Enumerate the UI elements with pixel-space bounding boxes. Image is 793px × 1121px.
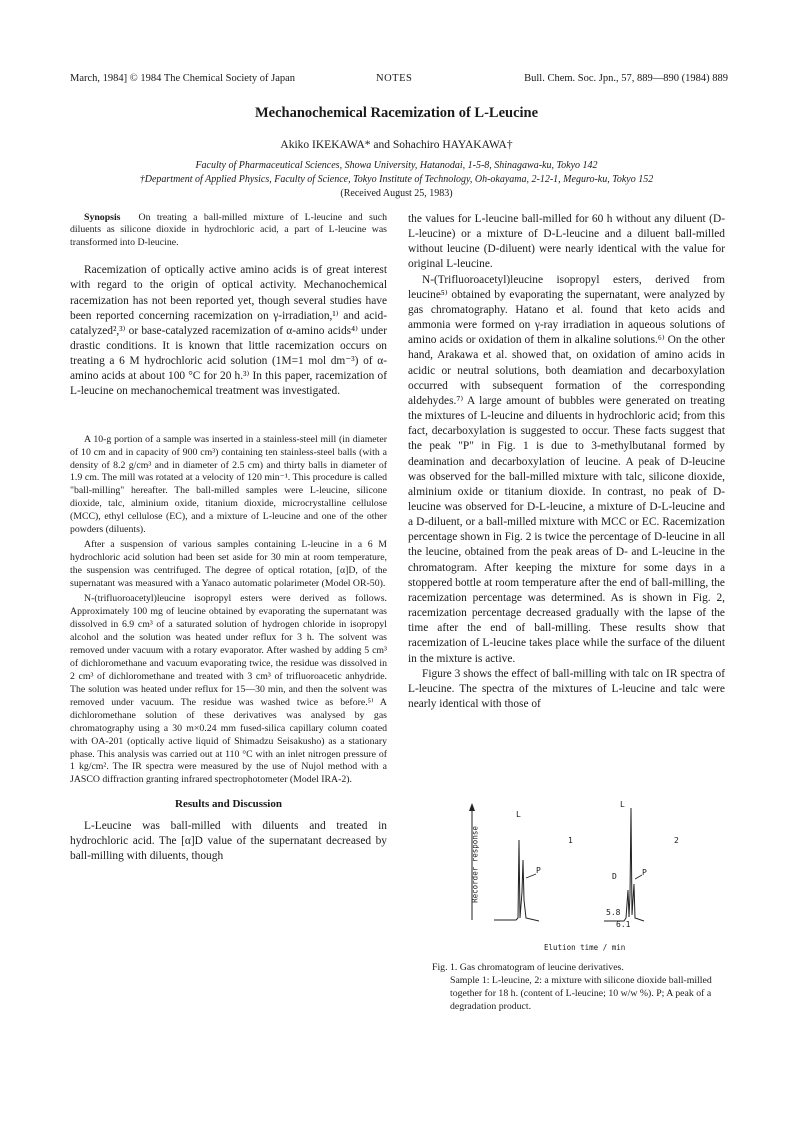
figure-1-chromatogram [464,800,724,960]
chromatogram-svg [464,800,724,960]
right-paragraph-2: N-(Trifluoroacetyl)leucine isopropyl esters, derived from leucine⁵⁾ obtained by evaporating the supernatant, were analyzed by gas chromatography. Hatano et al. found that keto acids and ammonia were formed on γ-ray irradiation in aqueous solutions of amino acids or oxidation of them in alkaline solutions.⁶⁾ On the other hand, Arakawa et al. showed that, on oxidation of amino acids in acidic or neutral solutions, both deamiation and decarboxylation occurred with subsequent formation of the corresponding aldehydes.⁷⁾ A large amount of bubbles were generated on treating the mixtures of L-leucine and diluents in hydrochloric acid; from this fact, decarboxylation is suggested to occur. These facts suggest that the peak "P" in Fig. 1 is due to 3-methylbutanal formed by deamination and decarboxylation of leucine. A peak of D-leucine was observed for the ball-milled mixture with talc, silicone dioxide, alminium oxide or titanium dioxide. In contrast, no peak of D-leucine was observed for D-L-leucine, a mixture of D-L-leucine and a D-diluent, or a ball-milled mixture with MCC or EC. Racemization percentage shown in Fig. 2 is twice the percentage of D-leucine in all the leucine, obtained from the peak areas of D- and L-leucine in the chromatogram. After keeping the mixture for some days in a stoppered bottle at room temperature after the end of ball-milling, the racemization percentage was determined. As is shown in Fig. 2, racemization percentage decreased gradually with the lapse of the time after the end of ball-milling. These results show that racemization of L-leucine takes place while the surface of the diluent in the mixture is active. [408,273,725,665]
results-heading: Results and Discussion [175,798,282,811]
x-axis-label: Elution time / min [544,943,626,952]
y-axis-label: Recorder response [470,826,480,903]
synopsis-label: Synopsis [84,212,121,223]
affiliation-2: †Department of Applied Physics, Faculty of Science, Tokyo Institute of Technology, Oh-okayama, 2-12-1, Meguro-ku, Tokyo 152 [139,174,654,185]
caption-heading: Fig. 1. Gas chromatogram of leucine derivatives. [432,962,624,973]
header-section: NOTES [376,73,413,84]
experimental-paragraph-3: N-(trifluoroacetyl)leucine isopropyl esters were derived as follows. Approximately 100 mg of leucine obtained by evaporating the supernatant was dissolved in 6.9 cm³ of a saturated solution of hydrogen chloride in isopropyl alcohol and the solution was heated under reflux for 3 h. The solvent was removed under vacuum with a rotary evaporator. After washed by adding 5 cm³ of dichloromethane and vacuum evaporating twice, the residue was dissolved in 2 cm³ of dichloromethane and treated with 3 cm³ of trifluoroacetic anhydride. The solution was heated under reflux for 15—30 min, and then the solvent was removed under vacuum. The residue was washed twice as before.⁵⁾ A dichloromethane solution of these derivatives was analysed by gas chromatography using a 30 m×0.24 mm fused-silica capillary column coated with OA-201 (optically active liquid of Shimadzu Seisakusho) as a stationary phase. This analysis was carried out at 110 °C with an inlet nitrogen pressure of 1 kg/cm². The IR spectra were measured by the use of Nujol method with a JASCO diffraction granting infrared spectrophotometer (Model IRA-2). [70,593,387,786]
right-paragraph-3: Figure 3 shows the effect of ball-milling with talc on IR spectra of L-leucine. The spectra of the mixtures of L-leucine and talc were nearly identical with those of [408,667,725,710]
left-column [70,212,387,864]
experimental-paragraph-1: A 10-g portion of a sample was inserted in a stainless-steel mill (in diameter of 10 cm and in capacity of 900 cm³) containing ten stainless-steel balls (with a density of 8.2 g/cm³ and in diameter of 2.5 cm) and thirty balls in diameter of 1.9 cm. The mill was rotated at a velocity of 120 min⁻¹. This procedure is called "ball-milling" hereafter. The ball-milled samples were L-leucine, silicone dioxide, talc, alminium oxide, titanium dioxide, microcrystalline cellulose (MCC), ethyl cellulose (EC), and a mixture of L-leucine and one of the other powders (diluents). [70,433,387,536]
running-header [70,73,728,87]
synopsis-text: On treating a ball-milled mixture of L-leucine and such diluents as silicone dioxide in hydrochloric acid, a part of L-leucine was transformed into D-leucine. [70,212,387,248]
header-citation: Bull. Chem. Soc. Jpn., 57, 889—890 (1984) 889 [524,73,728,84]
peak-label-l-sample-2: L [620,800,625,809]
author-line: Akiko IKEKAWA* and Sohachiro HAYAKAWA† [280,139,513,151]
retention-time-b: 6.1 [616,920,631,929]
peak-label-l-sample-1: L [516,810,521,819]
panel-label-1: 1 [568,836,573,845]
right-column [408,212,725,712]
synopsis [70,212,387,249]
experimental-paragraph-2: After a suspension of various samples containing L-leucine in a 6 M hydrochloric acid solution had been set aside for 30 min at room temperature, the suspension was centrifuged. The degree of optical rotation, [α]D, of the supernatant was measured with a Yanaco automatic polarimeter (Model OR-50). [70,539,387,590]
panel-label-2: 2 [674,836,679,845]
figure-1-caption [432,962,730,1014]
retention-time-a: 5.8 [606,908,621,917]
caption-body: Sample 1: L-leucine, 2: a mixture with silicone dioxide ball-milled together for 18 h. (content of L-leucine; 10 w/w %). P; A peak of a degradation product. [450,974,712,1012]
header-journal-date: March, 1984] © 1984 The Chemical Society of Japan [70,73,296,84]
affiliation-1: Faculty of Pharmaceutical Sciences, Showa University, Hatanodai, 1-5-8, Shinagawa-ku, Tokyo 142 [195,160,598,171]
peak-label-p-sample-2: P [642,868,647,877]
right-paragraph-1: the values for L-leucine ball-milled for 60 h without any diluent (D-L-leucine) or a mixture of D-L-leucine and a diluent ball-milled without leucine (D-diluent) were nearly identical with the value for original L-leucine. [408,213,725,271]
peak-label-p-sample-1: P [536,866,541,875]
peak-label-d: D [612,872,617,881]
received-date: (Received August 25, 1983) [340,188,453,199]
results-paragraph-1: L-Leucine was ball-milled with diluents and treated in hydrochloric acid. The [α]D value of the supernatant decreased by ball-milling with diluents, though [70,819,387,862]
paper-title: Mechanochemical Racemization of L-Leucine [254,105,539,121]
intro-paragraph: Racemization of optically active amino acids is of great interest with regard to the origin of optical activity. Mechanochemical racemization has not been reported yet, though several studies have been reported concerning racemization on γ-irradiation,¹⁾ and acid-catalyzed²,³⁾ or base-catalyzed racemization of α-amino acids⁴⁾ under drastic conditions. It is known that little racemization occurs on treating a 6 M hydrochloric acid solution (1M=1 mol dm⁻³) of α-amino acids at about 100 °C for 20 h.³⁾ In this paper, racemization of L-leucine on mechanochemical treatment was investigated. [70,264,387,398]
